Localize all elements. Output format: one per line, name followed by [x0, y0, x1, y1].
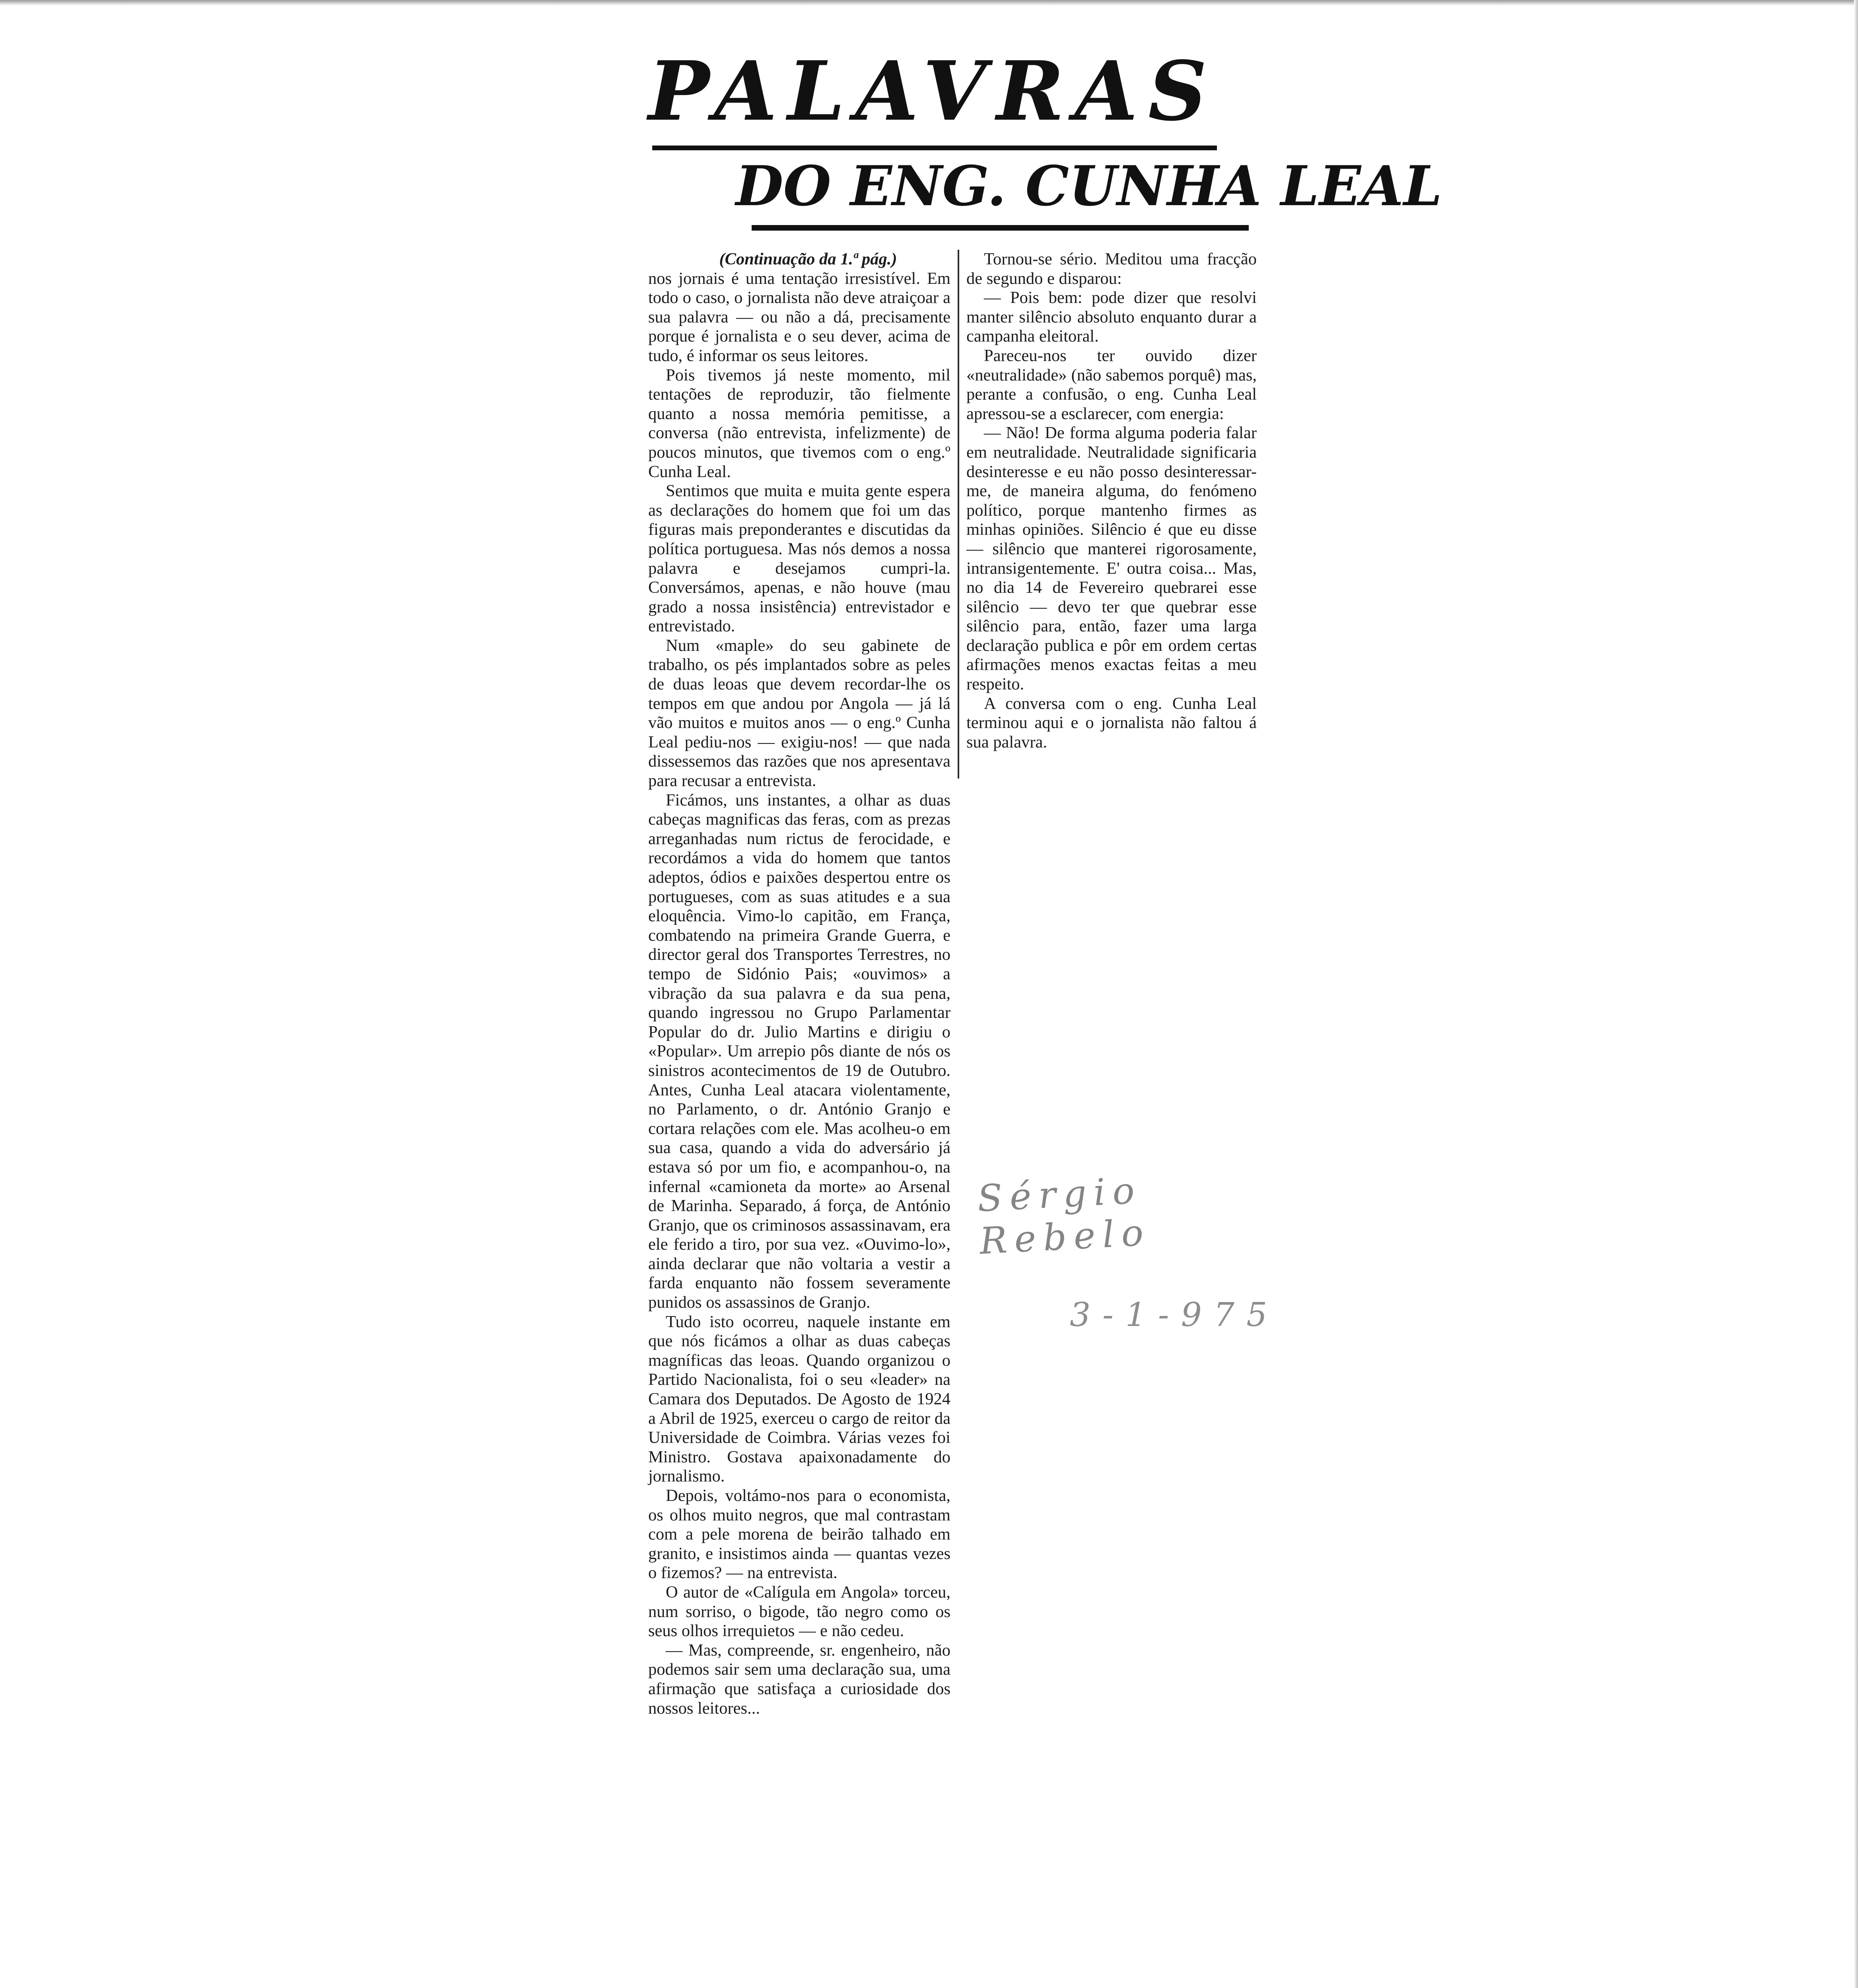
headline: PALAVRAS — [648, 44, 1218, 139]
headline-rule — [652, 146, 1217, 150]
paragraph: — Não! De forma alguma poderia falar em neutralidade. Neutralidade significaria desinteresse e eu não posso desinteressar-me, de maneira alguma, do fenómeno político, porque mantenho firmes as minhas opiniões. Silêncio é que eu disse — silêncio que manterei rigorosamente, intransigentemente. E' outra coisa... Mas, no dia 14 de Fevereiro quebrarei esse silêncio — devo ter que quebrar esse silêncio para, então, fazer uma larga declaração publica e pôr em ordem certas afirmações menos exactas feitas a meu respeito. — [966, 423, 1257, 694]
paragraph: Num «maple» do seu gabinete de trabalho, os pés implantados sobre as peles de duas leoas que devem recordar-lhe os tempos em que andou por Angola — já lá vão muitos e muitos anos — o eng.º Cunha Leal pediu-nos — exigiu-nos! — que nada dissessemos das razões que nos apresentava para recusar a entrevista. — [648, 636, 950, 790]
paragraph: A conversa com o eng. Cunha Leal terminou aqui e o jornalista não faltou á sua palavra. — [966, 694, 1257, 751]
paragraph: nos jornais é uma tentação irresistível. Em todo o caso, o jornalista não deve atraiçoar a sua palavra — ou não a dá, precisamente porque é jornalista e o seu dever, acima de tudo, é informar os seus leitores. — [648, 269, 950, 365]
paragraph: — Pois bem: pode dizer que resolvi manter silêncio absoluto enquanto durar a campanha eleitoral. — [966, 288, 1257, 346]
paragraph: O autor de «Calígula em Angola» torceu, num sorriso, o bigode, tão negro como os seus olhos irrequietos — e não cedeu. — [648, 1582, 950, 1640]
handwritten-annotation — [978, 1137, 1304, 1376]
continuation-note: (Continuação da 1.ª pág.) — [719, 250, 897, 268]
column-divider — [958, 250, 959, 779]
scan-edge-right — [1854, 0, 1858, 1988]
newspaper-clipping — [632, 32, 1442, 1988]
handwritten-name: Sérgio Rebelo — [976, 1169, 1152, 1263]
paragraph: — Mas, compreende, sr. engenheiro, não podemos sair sem uma declaração sua, uma afirmação que satisfaça a curiosidade dos nossos leitores... — [648, 1640, 950, 1718]
subheadline-rule — [752, 225, 1249, 231]
article-column-left — [648, 250, 950, 1718]
scan-edge-top — [0, 0, 1858, 6]
paragraph: Pareceu-nos ter ouvido dizer «neutralidade» (não sabemos porquê) mas, perante a confusão, o eng. Cunha Leal apressou-se a esclarecer, com energia: — [966, 346, 1257, 423]
handwritten-date: 3-1-975 — [1070, 1296, 1279, 1334]
paragraph: Ficámos, uns instantes, a olhar as duas cabeças magnificas das feras, com as prezas arreganhadas num rictus de ferocidade, e recordámos a vida do homem que tantos adeptos, ódios e paixões despertou entre os portugueses, com as suas atitudes e a sua eloquência. Vimo-lo capitão, em França, combatendo na primeira Grande Guerra, e director geral dos Transportes Terrestres, no tempo de Sidónio Pais; «ouvimos» a vibração da sua palavra e da sua pena, quando ingressou no Grupo Parlamentar Popular do dr. Julio Martins e dirigiu o «Popular». Um arrepio pôs diante de nós os sinistros acontecimentos de 19 de Outubro. Antes, Cunha Leal atacara violentamente, no Parlamento, o dr. António Granjo e cortara relações com ele. Mas acolheu-o em sua casa, quando a vida do adversário já estava só por um fio, e acompanhou-o, na infernal «camioneta da morte» ao Arsenal de Marinha. Separado, á força, de António Granjo, que os criminosos assassinavam, era ele ferido a tiro, por sua vez. «Ouvimo-lo», ainda declarar que não voltaria a vestir a farda enquanto não fossem severamente punidos os assassinos de Granjo. — [648, 790, 950, 1312]
article-column-right — [966, 250, 1257, 752]
paragraph: Depois, voltámo-nos para o economista, os olhos muito negros, que mal contrastam com a pele morena de beirão talhado em granito, e insistimos ainda — quantas vezes o fizemos? — na entrevista. — [648, 1486, 950, 1582]
paragraph: Tudo isto ocorreu, naquele instante em que nós ficámos a olhar as duas cabeças magníficas das leoas. Quando organizou o Partido Nacionalista, foi o seu «leader» na Camara dos Deputados. De Agosto de 1924 a Abril de 1925, exerceu o cargo de reitor da Universidade de Coimbra. Várias vezes foi Ministro. Gostava apaixonadamente do jornalismo. — [648, 1312, 950, 1486]
subheadline: DO ENG. CUNHA LEAL — [736, 153, 1442, 218]
paragraph: Tornou-se sério. Meditou uma fracção de segundo e disparou: — [966, 250, 1257, 288]
paragraph: Sentimos que muita e muita gente espera as declarações do homem que foi um das figuras mais preponderantes e discutidas da política portuguesa. Mas nós demos a nossa palavra e desejamos cumpri-la. Conversámos, apenas, e não houve (mau grado a nossa insistência) entrevistador e entrevistado. — [648, 481, 950, 636]
paragraph: Pois tivemos já neste momento, mil tentações de reproduzir, tão fielmente quanto a nossa memória pemitisse, a conversa (não entrevista, infelizmente) de poucos minutos, que tivemos com o eng.º Cunha Leal. — [648, 365, 950, 481]
